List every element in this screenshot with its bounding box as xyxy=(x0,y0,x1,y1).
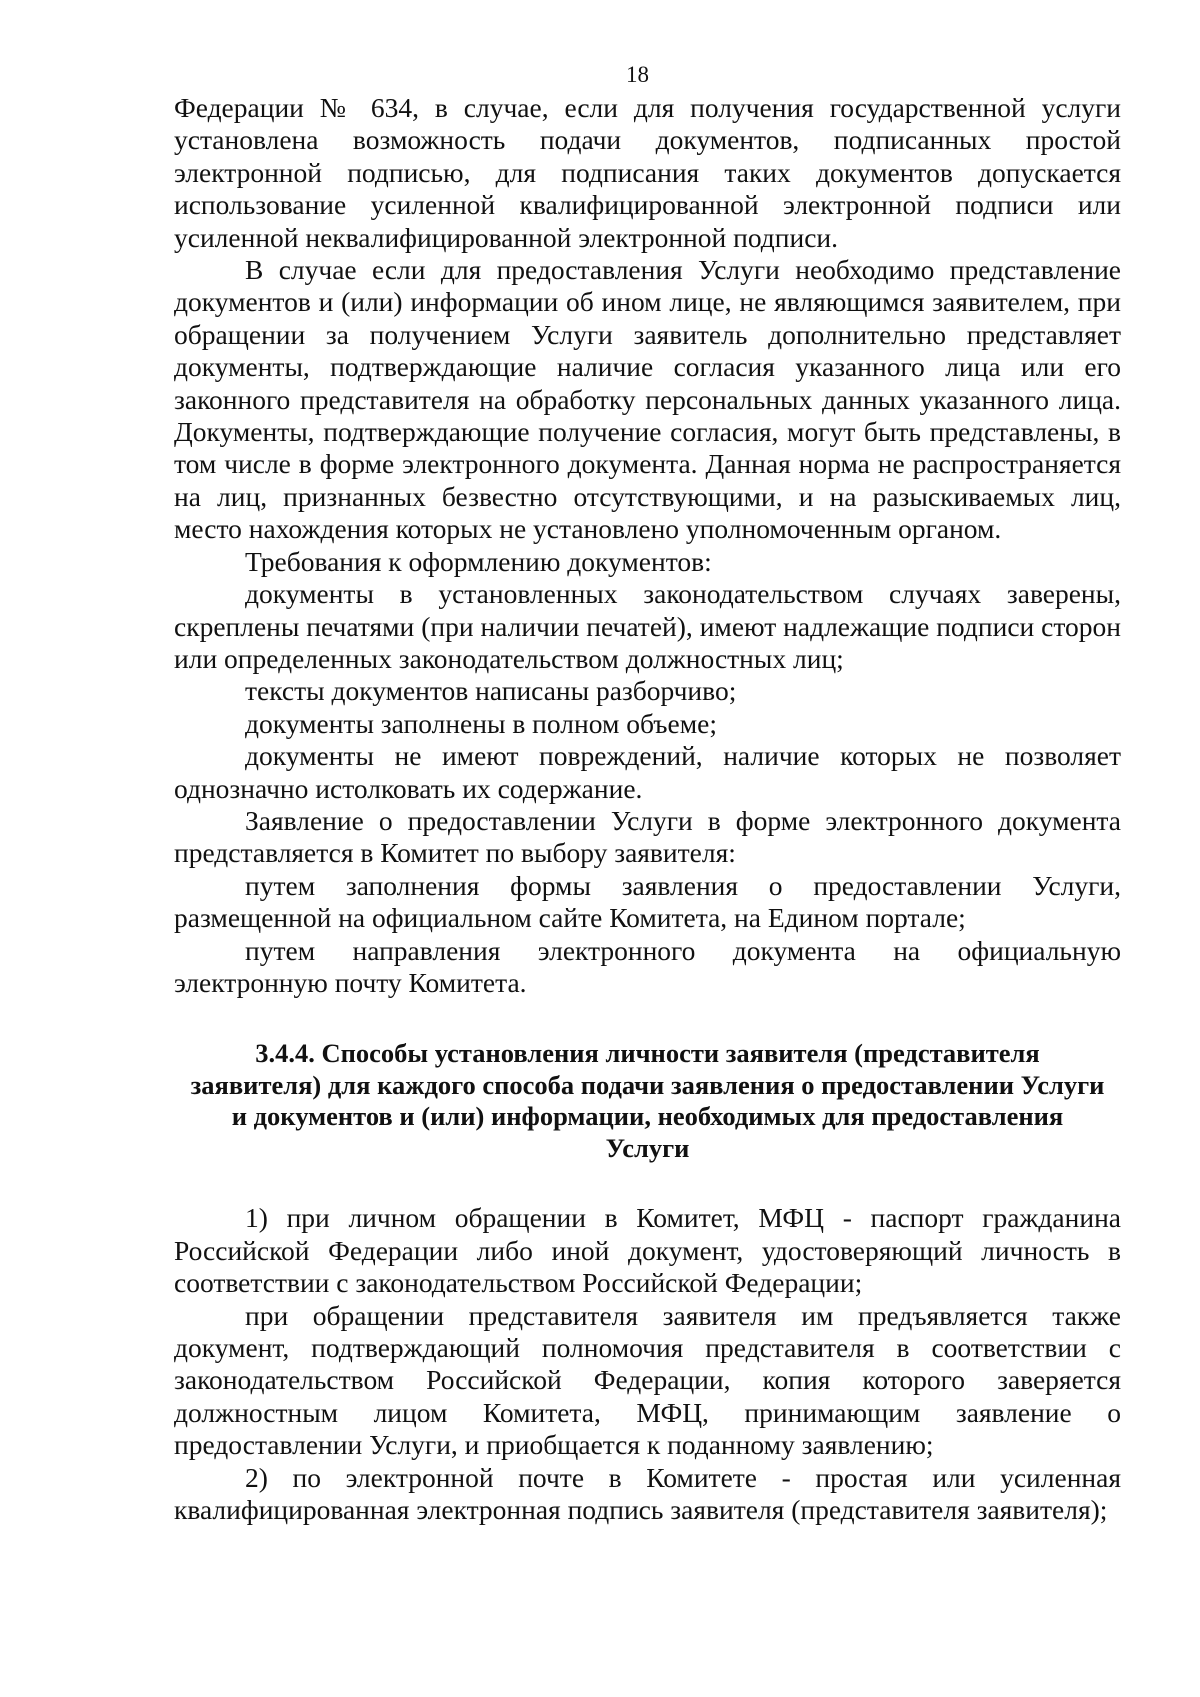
paragraph: 2) по электронной почте в Комитете - простая или усиленная квалифицированная электронная подпись заявителя (представителя заявителя); xyxy=(174,1461,1121,1526)
page-number: 18 xyxy=(626,62,649,87)
paragraph: документы заполнены в полном объеме; xyxy=(245,707,717,739)
paragraph: 1) при личном обращении в Комитет, МФЦ - паспорт гражданина Российской Федерации либо иной документ, удостоверяющий личность в соответствии с законодательством Российской Федерации; xyxy=(174,1202,1121,1299)
paragraph: Федерации № 634, в случае, если для получения государственной услуги установлена возможность подачи документов, подписанных простой электронной подписью, для подписания таких документов допускается использование усиленной квалифицированной электронной подписи или усиленной неквалифицированной электронной подписи. xyxy=(174,92,1121,253)
paragraph: тексты документов написаны разборчиво; xyxy=(245,675,737,707)
paragraph: документы не имеют повреждений, наличие которых не позволяет однозначно истолковать их содержание. xyxy=(174,740,1121,804)
paragraph: путем направления электронного документа на официальную электронную почту Комитета. xyxy=(174,934,1121,998)
body-text-bottom xyxy=(174,1202,1121,1526)
paragraph: при обращении представителя заявителя им предъявляется также документ, подтверждающий полномочия представителя в соответствии с законодательством Российской Федерации, копия которого заверяется должностным лицом Комитета, МФЦ, принимающим заявление о предоставлении Услуги, и приобщается к поданному заявлению; xyxy=(174,1299,1121,1461)
paragraph: путем заполнения формы заявления о предоставлении Услуги, размещенной на официальном сайте Комитета, на Едином портале; xyxy=(174,869,1121,934)
paragraph: Требования к оформлению документов: xyxy=(245,545,712,577)
section-heading: 3.4.4. Способы установления личности заявителя (представителя заявителя) для каждого способа подачи заявления о предоставлении Услуги и документов и (или) информации, необходимых для предоставления Услуги xyxy=(190,1038,1105,1163)
paragraph: Заявление о предоставлении Услуги в форме электронного документа представляется в Комитет по выбору заявителя: xyxy=(174,804,1121,869)
paragraph: В случае если для предоставления Услуги необходимо представление документов и (или) информации об ином лице, не являющимся заявителем, при обращении за получением Услуги заявитель дополнительно представляет документы, подтверждающие наличие согласия указанного лица или его законного представителя на обработку персональных данных указанного лица. Документы, подтверждающие получение согласия, могут быть представлены, в том числе в форме электронного документа. Данная норма не распространяется на лиц, признанных безвестно отсутствующими, и на разыскиваемых лиц, место нахождения которых не установлено уполномоченным органом. xyxy=(174,254,1121,545)
body-text-top xyxy=(174,92,1121,999)
paragraph: документы в установленных законодательством случаях заверены, скреплены печатями (при наличии печатей), имеют надлежащие подписи сторон или определенных законодательством должностных лиц; xyxy=(174,578,1121,674)
